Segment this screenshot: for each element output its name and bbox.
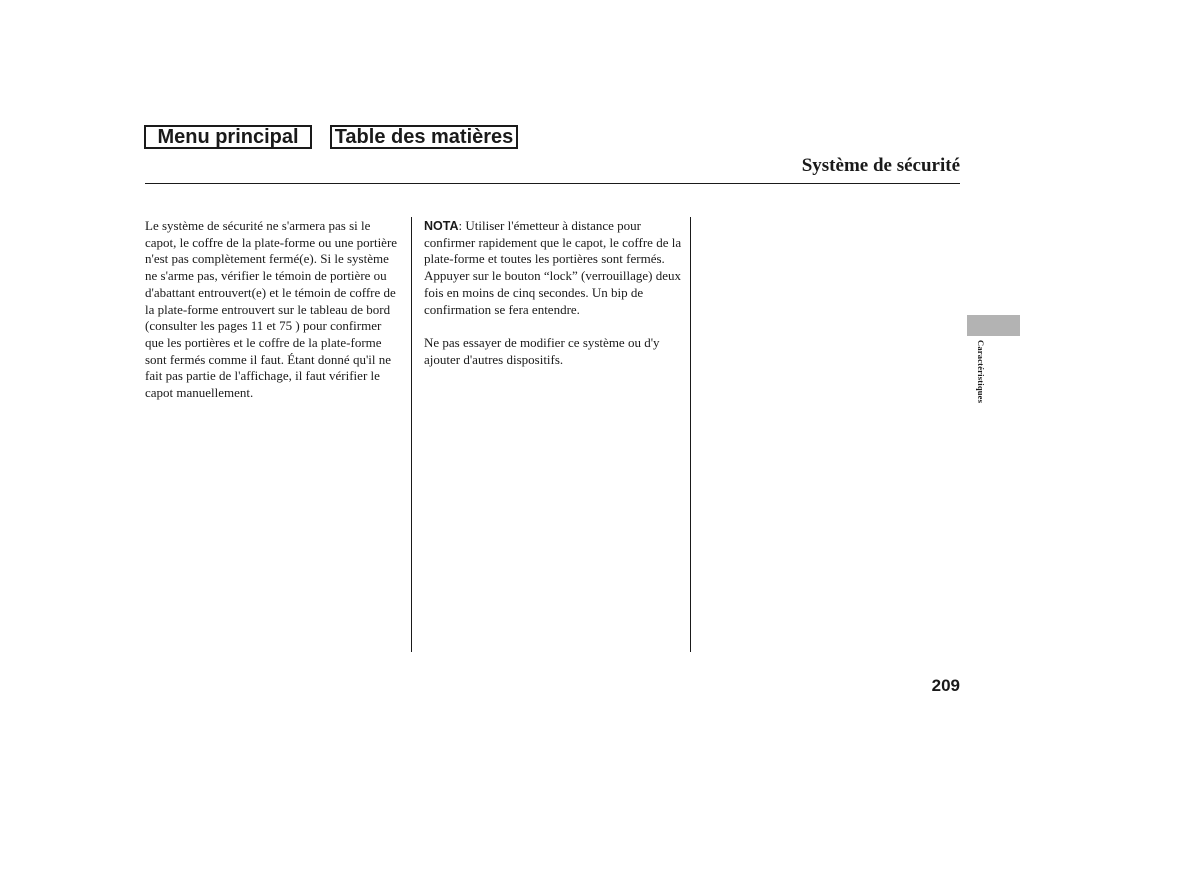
nota-text: Utiliser l'émetteur à distance pour confirmer rapidement que le capot, le coffre de la plate-forme et toutes les portières sont fermés. Appuyer sur le bouton “lock” (verrouillage) deux fois en moins de cinq secondes. Un bip de confirmation se fera entendre. [424,218,682,317]
column-divider [411,217,412,652]
security-arming-paragraph: Le système de sécurité ne s'armera pas si le capot, le coffre de la plate-forme ou une portière n'est pas complètement fermé(e). Si le système ne s'arme pas, vérifier le témoin de portière ou d'abattant entrouvert(e) et le témoin de coffre de la plate-forme entrouvert sur le tableau de bord (consulter les pages 11 et 75 ) pour confirmer que les portières et le coffre de la plate-forme sont fermés comme il faut. Étant donné qu'il ne fait pas partie de l'affichage, il faut vérifier le capot manuellement. [145,218,398,401]
page-number: 209 [931,676,960,695]
text-column-left [145,218,403,418]
nota-paragraph: NOTA: Utiliser l'émetteur à distance pour confirmer rapidement que le capot, le coffre de la plate-forme et toutes les portières sont fermés. Appuyer sur le bouton “lock” (verrouillage) deux fois en moins de cinq secondes. Un bip de confirmation se fera entendre. [424,218,682,317]
text-column-middle [424,218,682,385]
column-divider [690,217,691,652]
nota-label: NOTA [424,219,459,233]
title-divider [145,183,960,184]
section-tab [967,315,1020,336]
table-of-contents-button[interactable]: Table des matières [330,125,518,149]
section-label: Caractéristiques [976,340,986,404]
page-title: Système de sécurité [801,155,960,176]
warning-paragraph: Ne pas essayer de modifier ce système ou d'y ajouter d'autres dispositifs. [424,334,660,367]
main-menu-button[interactable]: Menu principal [144,125,312,149]
